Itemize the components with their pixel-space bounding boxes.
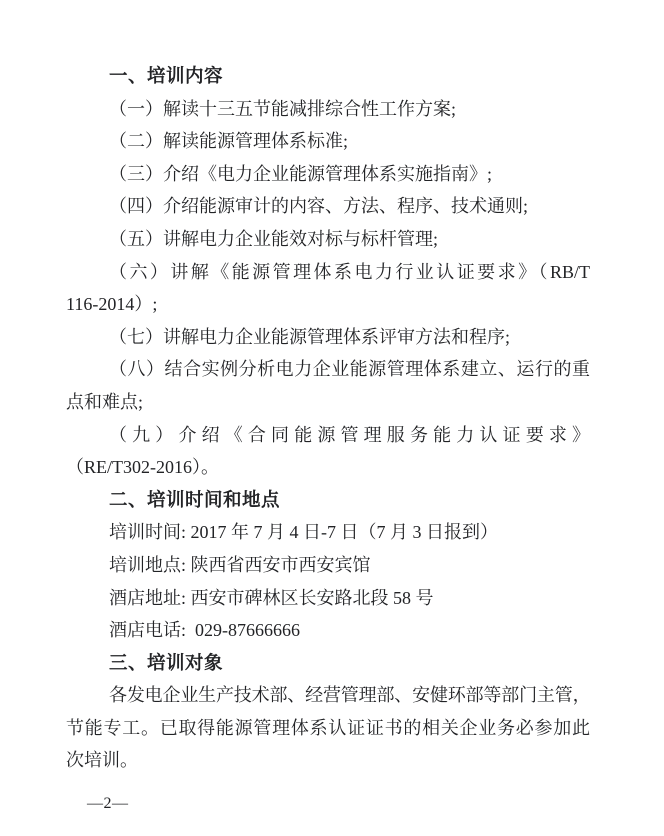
training-time-line: 培训时间: 2017 年 7 月 4 日-7 日（7 月 3 日报到） (109, 522, 498, 543)
heading-section-2: 二、培训时间和地点 (109, 488, 281, 510)
training-content-item-8-line-2: 点和难点; (66, 391, 144, 412)
hotel-phone-line: 酒店电话: 029-87666666 (109, 620, 300, 641)
heading-section-1: 一、培训内容 (109, 65, 224, 86)
training-content-item-6-line-2: 116-2014）; (66, 294, 158, 315)
page-number: —2— (87, 795, 129, 812)
training-content-item-3: （三）介绍《电力企业能源管理体系实施指南》; (109, 163, 492, 184)
audience-line-3: 次培训。 (66, 750, 138, 771)
training-content-item-1: （一）解读十三五节能减排综合性工作方案; (109, 98, 456, 119)
training-content-item-8-line-1: （八）结合实例分析电力企业能源管理体系建立、运行的重 (109, 359, 590, 380)
training-content-item-9-line-2: （RE/T302-2016）。 (66, 457, 219, 478)
training-content-item-4: （四）介绍能源审计的内容、方法、程序、技术通则; (109, 196, 528, 217)
training-content-item-7: （七）讲解电力企业能源管理体系评审方法和程序; (109, 326, 510, 347)
training-location-line: 培训地点: 陕西省西安市西安宾馆 (109, 554, 371, 575)
training-content-item-6-line-1: （六）讲解《能源管理体系电力行业认证要求》（RB/T (109, 261, 590, 282)
audience-line-1: 各发电企业生产技术部、经营管理部、安健环部等部门主管， (109, 685, 590, 706)
heading-section-3: 三、培训对象 (109, 651, 224, 673)
training-content-item-2: （二）解读能源管理体系标准; (109, 131, 348, 152)
document-body (66, 60, 590, 777)
hotel-address-line: 酒店地址: 西安市碑林区长安路北段 58 号 (109, 587, 434, 608)
audience-line-2: 节能专工。已取得能源管理体系认证证书的相关企业务必参加此 (66, 717, 590, 738)
training-content-item-5: （五）讲解电力企业能效对标与标杆管理; (109, 228, 438, 249)
training-content-item-9-line-1: （九）介绍《合同能源管理服务能力认证要求》 (109, 424, 590, 445)
